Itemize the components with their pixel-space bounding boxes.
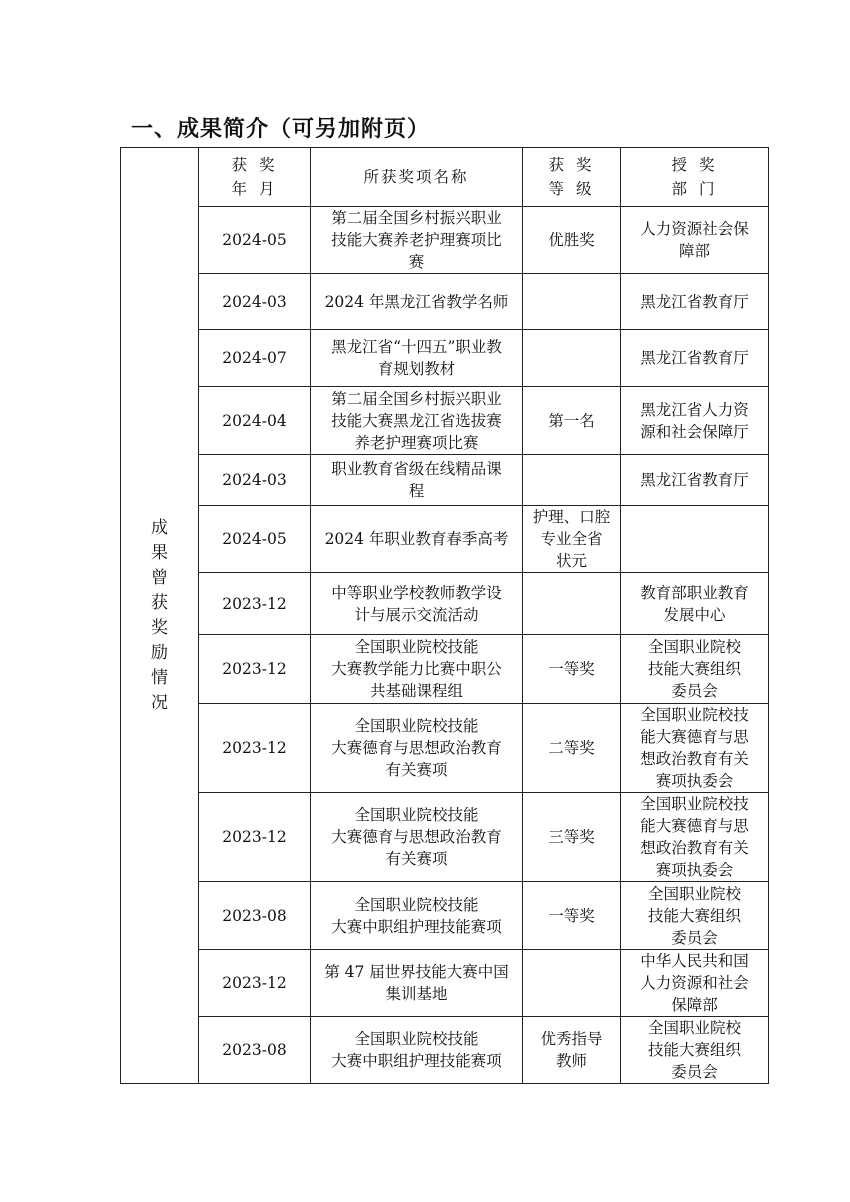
table-row	[121, 330, 769, 387]
column-header-level-line: 获奖	[548, 156, 604, 174]
cell-level-line: 专业全省	[540, 530, 603, 548]
cell-date: 2023-12	[199, 704, 311, 793]
cell-name-line: 有关赛项	[385, 761, 448, 779]
table-row	[121, 1017, 769, 1084]
table-row	[121, 506, 769, 573]
cell-department	[621, 330, 769, 387]
table-row	[121, 455, 769, 506]
cell-department	[621, 387, 769, 455]
cell-date: 2023-08	[199, 1017, 311, 1084]
side-label-char: 励	[151, 643, 168, 663]
cell-name-line: 程	[408, 482, 425, 500]
cell-name	[311, 793, 523, 882]
cell-level	[523, 882, 621, 950]
table-row	[121, 274, 769, 330]
cell-name	[311, 704, 523, 793]
side-label	[124, 517, 195, 714]
cell-department	[621, 635, 769, 704]
cell-level	[523, 387, 621, 455]
column-header-level	[523, 148, 621, 207]
cell-level	[523, 704, 621, 793]
side-label-char: 奖	[151, 618, 168, 638]
cell-date: 2023-08	[199, 882, 311, 950]
cell-name-line: 大赛教学能力比赛中职公	[331, 660, 502, 678]
cell-name-line: 2024 年黑龙江省教学名师	[324, 292, 509, 311]
cell-name	[311, 455, 523, 506]
cell-department	[621, 274, 769, 330]
cell-department-line: 技能大赛组织	[647, 1041, 741, 1059]
column-header-department-line: 授奖	[671, 156, 727, 174]
cell-name-line: 2024 年职业教育春季高考	[324, 530, 509, 548]
cell-date: 2024-07	[199, 330, 311, 387]
table-row	[121, 635, 769, 704]
cell-department-line: 中华人民共和国	[640, 952, 749, 970]
side-label-char: 果	[151, 543, 168, 563]
table-row	[121, 573, 769, 635]
cell-department	[621, 455, 769, 506]
column-header-department-line: 部门	[671, 180, 727, 198]
cell-department	[621, 207, 769, 274]
table-row	[121, 793, 769, 882]
cell-department-line: 技能大赛组织	[647, 906, 741, 925]
cell-department-line: 委员会	[671, 928, 718, 947]
side-label-char: 情	[151, 668, 168, 688]
cell-level-line: 优胜奖	[548, 231, 595, 249]
cell-name	[311, 1017, 523, 1084]
cell-name-line: 大赛德育与思想政治教育	[331, 739, 502, 757]
column-header-date-line: 获奖	[231, 156, 287, 174]
cell-department-line: 障部	[678, 242, 710, 260]
cell-department-line: 委员会	[671, 682, 718, 700]
cell-name	[311, 882, 523, 950]
cell-name-line: 有关赛项	[385, 850, 448, 868]
cell-name	[311, 387, 523, 455]
cell-name-line: 第二届全国乡村振兴职业	[331, 209, 502, 227]
cell-date: 2024-03	[199, 455, 311, 506]
cell-department-line: 人力资源和社会	[640, 974, 749, 992]
cell-date: 2023-12	[199, 793, 311, 882]
side-label-char: 成	[151, 518, 168, 538]
cell-level-line: 教师	[555, 1052, 587, 1070]
table-row	[121, 950, 769, 1017]
cell-date: 2024-03	[199, 274, 311, 330]
cell-department	[621, 704, 769, 793]
side-label-char: 况	[151, 693, 168, 713]
cell-department-line: 教育部职业教育	[640, 583, 749, 602]
side-label-cell	[121, 148, 199, 1084]
cell-department	[621, 573, 769, 635]
cell-level	[523, 573, 621, 635]
header-row	[121, 148, 769, 207]
cell-department-line: 黑龙江省教育厅	[640, 292, 749, 311]
cell-level-line: 状元	[555, 552, 587, 570]
cell-level	[523, 274, 621, 330]
cell-department-line: 赛项执委会	[655, 861, 734, 879]
cell-department	[621, 950, 769, 1017]
awards-table	[120, 147, 769, 1084]
cell-level	[523, 455, 621, 506]
column-header-date	[199, 148, 311, 207]
cell-name-line: 全国职业院校技能	[354, 638, 479, 656]
cell-department-line: 能大赛德育与思	[640, 728, 749, 746]
cell-department-line: 全国职业院校	[647, 638, 741, 656]
cell-department-line: 全国职业院校技	[640, 706, 749, 724]
cell-level	[523, 950, 621, 1017]
cell-department	[621, 1017, 769, 1084]
cell-date: 2024-05	[199, 506, 311, 573]
cell-name-line: 第 47 届世界技能大赛中国	[324, 963, 509, 981]
cell-level-line: 二等奖	[548, 739, 595, 757]
cell-name	[311, 950, 523, 1017]
cell-name-line: 大赛中职组护理技能赛项	[331, 917, 502, 936]
side-label-char: 获	[151, 593, 168, 613]
cell-name	[311, 330, 523, 387]
cell-date: 2024-04	[199, 387, 311, 455]
cell-date: 2023-12	[199, 573, 311, 635]
cell-name-line: 养老护理赛项比赛	[354, 433, 479, 452]
cell-name-line: 中等职业学校教师教学设	[331, 583, 502, 602]
cell-department-line: 想政治教育有关	[640, 750, 749, 768]
cell-date: 2024-05	[199, 207, 311, 274]
cell-level	[523, 330, 621, 387]
cell-name-line: 技能大赛黑龙江省选拔赛	[331, 411, 502, 430]
cell-name	[311, 635, 523, 704]
column-header-department	[621, 148, 769, 207]
cell-name-line: 全国职业院校技能	[354, 1030, 479, 1048]
cell-department	[621, 882, 769, 950]
cell-department-line: 黑龙江省教育厅	[640, 349, 749, 367]
cell-name	[311, 506, 523, 573]
column-header-date-line: 年月	[231, 180, 287, 198]
column-header-name: 所获奖项名称	[311, 148, 523, 207]
cell-name-line: 职业教育省级在线精品课	[331, 460, 502, 478]
cell-level	[523, 635, 621, 704]
cell-department-line: 想政治教育有关	[640, 839, 749, 857]
cell-department	[621, 506, 769, 573]
cell-department-line: 发展中心	[663, 605, 726, 624]
table-row	[121, 882, 769, 950]
table-row	[121, 387, 769, 455]
cell-name	[311, 573, 523, 635]
cell-level	[523, 793, 621, 882]
column-header-level-line: 等级	[548, 180, 604, 198]
cell-level-line: 三等奖	[548, 828, 595, 846]
cell-department-line: 赛项执委会	[655, 772, 734, 790]
cell-department-line: 黑龙江省人力资	[640, 400, 749, 419]
cell-date: 2023-12	[199, 950, 311, 1017]
cell-name-line: 技能大赛养老护理赛项比	[331, 231, 502, 249]
table-row	[121, 704, 769, 793]
cell-department-line: 能大赛德育与思	[640, 817, 749, 835]
cell-name-line: 大赛德育与思想政治教育	[331, 828, 502, 846]
cell-level-line: 一等奖	[548, 906, 595, 925]
cell-department-line: 黑龙江省教育厅	[640, 471, 749, 489]
cell-level-line: 优秀指导	[540, 1030, 603, 1048]
cell-level	[523, 1017, 621, 1084]
cell-name-line: 大赛中职组护理技能赛项	[331, 1052, 502, 1070]
cell-name-line: 全国职业院校技能	[354, 806, 479, 824]
cell-name-line: 全国职业院校技能	[354, 717, 479, 735]
cell-name	[311, 274, 523, 330]
page-title: 一、成果简介（可另加附页）	[131, 117, 431, 142]
cell-name-line: 赛	[408, 253, 425, 271]
cell-level	[523, 207, 621, 274]
cell-name-line: 黑龙江省“十四五”职业教	[331, 338, 502, 356]
cell-name-line: 共基础课程组	[369, 682, 463, 700]
cell-level-line: 一等奖	[548, 660, 595, 678]
cell-department-line: 委员会	[671, 1063, 718, 1081]
cell-department-line: 人力资源社会保	[640, 220, 749, 238]
cell-department-line: 全国职业院校技	[640, 795, 749, 813]
cell-name-line: 育规划教材	[377, 360, 456, 378]
cell-department-line: 源和社会保障厅	[640, 422, 749, 441]
cell-name	[311, 207, 523, 274]
cell-department-line: 保障部	[671, 996, 718, 1014]
cell-name-line: 计与展示交流活动	[354, 605, 479, 624]
cell-department-line: 全国职业院校	[647, 1019, 741, 1037]
cell-department-line: 技能大赛组织	[647, 660, 741, 678]
cell-department-line: 全国职业院校	[647, 884, 741, 903]
cell-level-line: 第一名	[548, 411, 595, 430]
cell-name-line: 集训基地	[385, 985, 448, 1003]
table-row	[121, 207, 769, 274]
cell-level-line: 护理、口腔	[532, 508, 611, 526]
cell-level	[523, 506, 621, 573]
cell-date: 2023-12	[199, 635, 311, 704]
side-label-char: 曾	[151, 568, 168, 588]
cell-department	[621, 793, 769, 882]
cell-name-line: 全国职业院校技能	[354, 895, 479, 914]
cell-name-line: 第二届全国乡村振兴职业	[331, 389, 502, 408]
